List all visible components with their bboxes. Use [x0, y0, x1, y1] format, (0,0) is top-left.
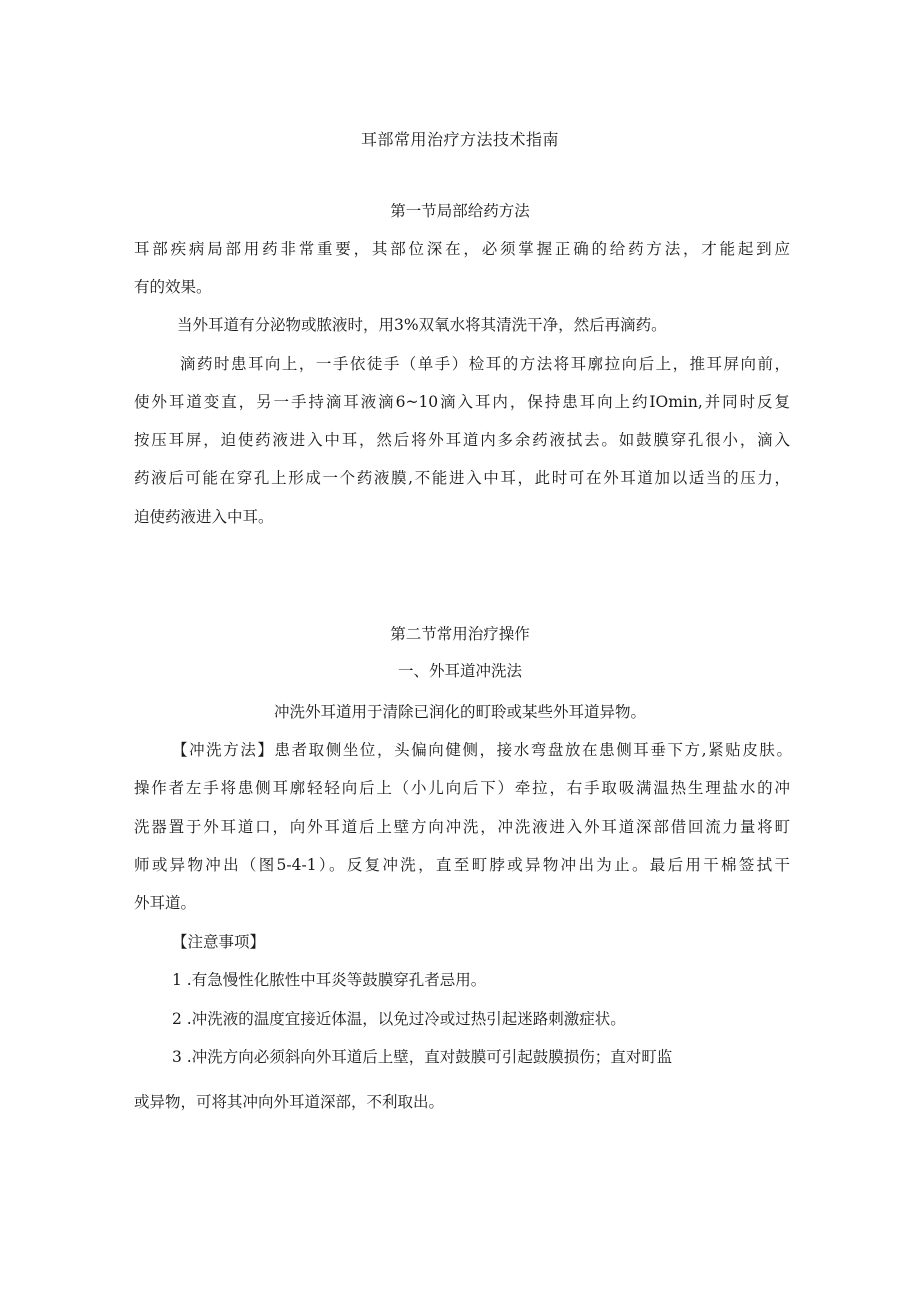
note-item: 3 .冲洗方向必须斜向外耳道后上壁，直对鼓膜可引起鼓膜损伤；直对町监: [172, 1048, 673, 1066]
paragraph-line: 按压耳屏，迫使药液进入中耳，然后将外耳道内多余药液拭去。如鼓膜穿孔很小，滴入: [134, 431, 790, 449]
method-line: 操作者左手将患侧耳廓轻轻向后上（小儿向后下）牵拉，右手取吸满温热生理盐水的冲: [134, 779, 790, 797]
method-line: 外耳道。: [134, 894, 197, 912]
section-1-heading: 第一节局部给药方法: [390, 202, 530, 220]
notes-heading: 【注意事项】: [172, 933, 266, 951]
paragraph-line: 当外耳道有分泌物或脓液时，用3%双氧水将其清洗干净，然后再滴药。: [177, 316, 667, 334]
paragraph-line: 耳部疾病局部用药非常重要，其部位深在，必须掌握正确的给药方法，才能起到应: [134, 240, 790, 258]
section-2-intro: 冲洗外耳道用于清除已润化的町聆或某些外耳道异物。: [273, 703, 646, 721]
method-line: 【冲洗方法】患者取侧坐位，头偏向健侧，接水弯盘放在患侧耳垂下方,紧贴皮肤。: [172, 741, 792, 759]
document-title: 耳部常用治疗方法技术指南: [360, 130, 559, 149]
method-line: 洗器置于外耳道口，向外耳道后上壁方向冲洗，冲洗液进入外耳道深部借回流力量将町: [134, 818, 790, 836]
paragraph-line: 迫使药液进入中耳。: [134, 508, 274, 526]
section-2-subheading: 一、外耳道冲洗法: [397, 662, 522, 680]
note-item-continuation: 或异物，可将其冲向外耳道深部，不利取出。: [134, 1093, 445, 1111]
section-2-heading: 第二节常用治疗操作: [390, 625, 530, 643]
paragraph-line: 滴药时患耳向上，一手依徒手（单手）检耳的方法将耳廓拉向后上，推耳屏向前，: [180, 355, 790, 373]
method-line: 师或异物冲出（图5-4-1）。反复冲洗，直至町脖或异物冲出为止。最后用干棉签拭干: [134, 856, 790, 874]
paragraph-line: 使外耳道变直，另一手持滴耳液滴6~10滴入耳内，保持患耳向上约IOmin,并同时反复: [134, 393, 790, 411]
paragraph-line: 有的效果。: [134, 278, 212, 296]
note-item: 2 .冲洗液的温度宜接近体温，以免过冷或过热引起迷路刺激症状。: [172, 1010, 626, 1028]
paragraph-line: 药液后可能在穿孔上形成一个药液膜,不能进入中耳，此时可在外耳道加以适当的压力，: [134, 469, 790, 487]
note-item: 1 .有急慢性化脓性中耳炎等鼓膜穿孔者忌用。: [172, 971, 487, 989]
